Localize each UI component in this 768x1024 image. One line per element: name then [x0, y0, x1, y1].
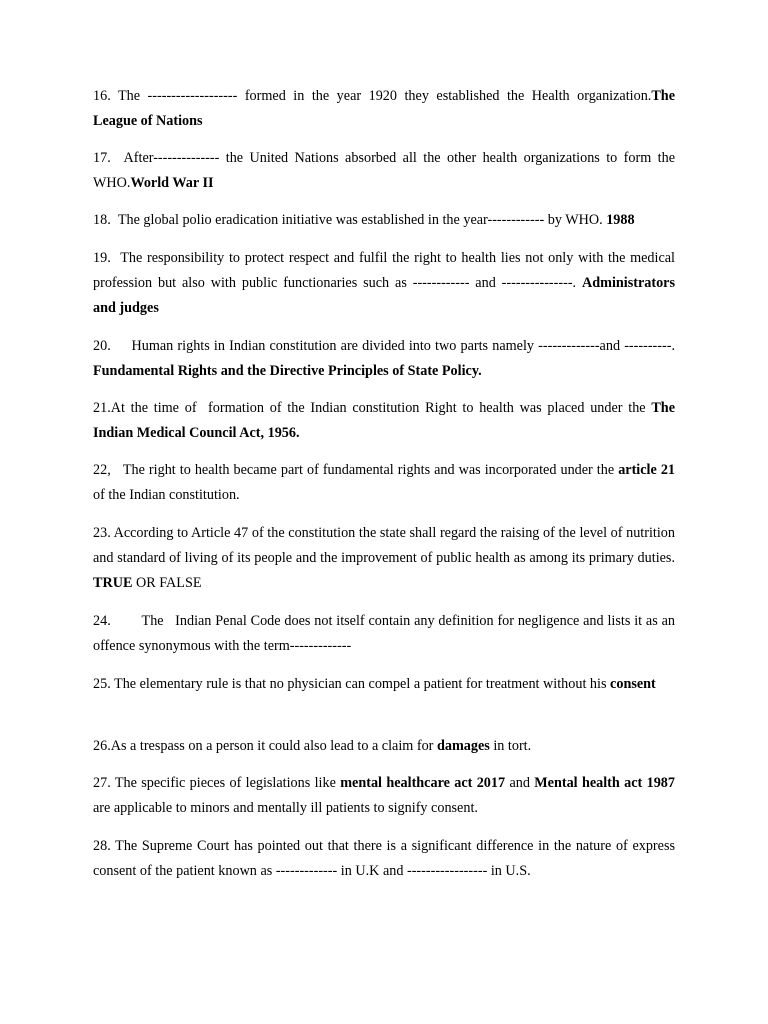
answer: World War II — [130, 175, 214, 191]
answer: article 21 — [618, 462, 676, 478]
question-18: 18. The global polio eradication initiative was established in the year------------ by WHO. 1988 — [93, 212, 635, 228]
answer: The Indian Medical Council Act, 1956. — [93, 400, 675, 441]
question-20: 20. Human rights in Indian constitution are divided into two parts namely -------------and ----------. Fundamental Rights and the Directive Principles of State Policy. — [93, 338, 675, 379]
answer: Fundamental Rights and the Directive Principles of State Policy. — [93, 363, 482, 379]
question-25: 25. The elementary rule is that no physician can compel a patient for treatment without his consent — [93, 676, 656, 692]
answer: 1988 — [606, 212, 635, 228]
question-28: 28. The Supreme Court has pointed out that there is a significant difference in the nature of express consent of the patient known as ------------- in U.K and ----------------- in U.S. — [93, 838, 675, 879]
question-26: 26.As a trespass on a person it could also lead to a claim for damages in tort. — [93, 738, 532, 754]
question-23: 23. According to Article 47 of the constitution the state shall regard the raising of the level of nutrition and standard of living of its people and the improvement of public health as among its primary duties. TRUE OR FALSE — [93, 525, 675, 591]
answer: damages — [436, 738, 490, 754]
answer: Administrators and judges — [93, 275, 675, 316]
answer: The League of Nations — [93, 88, 675, 129]
answer: consent — [610, 676, 656, 692]
answer: mental healthcare act 2017 — [340, 775, 506, 791]
question-17: 17. After-------------- the United Nations absorbed all the other health organizations to form the WHO.World War II — [93, 150, 675, 191]
question-19: 19. The responsibility to protect respect and fulfil the right to health lies not only with the medical profession but also with public functionaries such as ------------ and ---------------. Administrators and judges — [93, 250, 675, 316]
question-22: 22, The right to health became part of fundamental rights and was incorporated under the article 21 of the Indian constitution. — [93, 462, 676, 503]
answer-2: Mental health act 1987 — [534, 775, 675, 791]
answer: TRUE — [93, 575, 133, 591]
question-24: 24. The Indian Penal Code does not itself contain any definition for negligence and lists it as an offence synonymous with the term------------- — [93, 613, 675, 654]
question-27: 27. The specific pieces of legislations like mental healthcare act 2017 and Mental health act 1987 are applicable to minors and mentally ill patients to signify consent. — [93, 775, 675, 816]
question-21: 21.At the time of formation of the Indian constitution Right to health was placed under the The Indian Medical Council Act, 1956. — [93, 400, 675, 441]
question-16: 16. The ------------------- formed in the year 1920 they established the Health organization.The League of Nations — [93, 88, 675, 129]
